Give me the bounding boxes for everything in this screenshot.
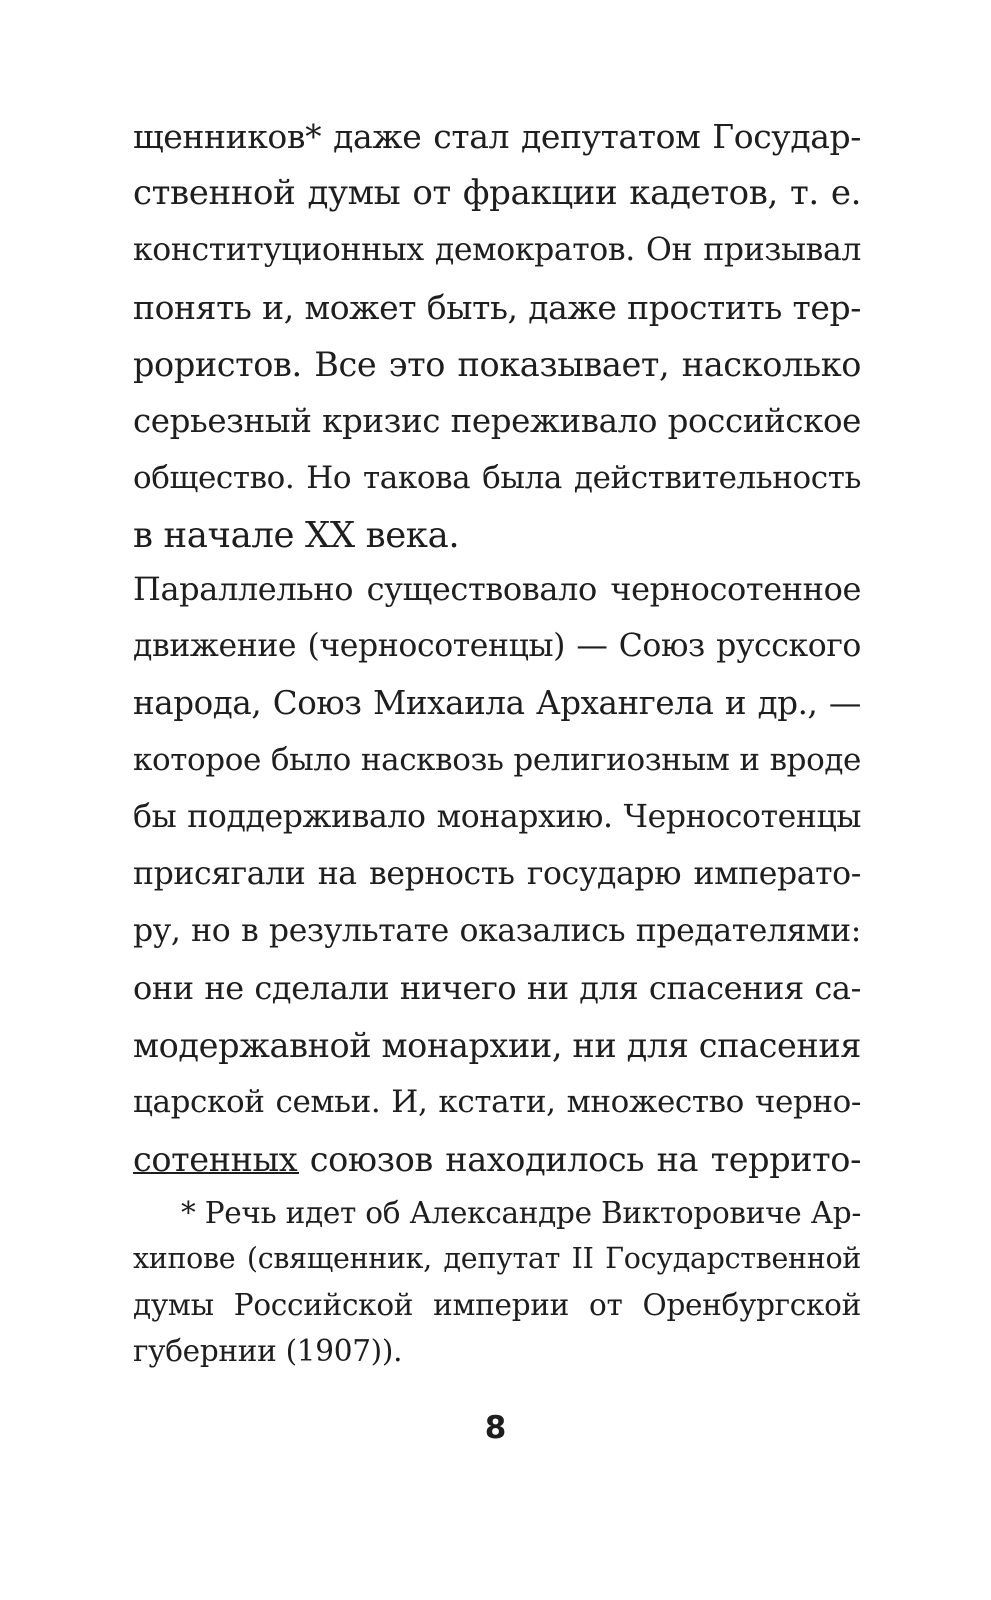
text-line: конституционных демократов. Он призывал (133, 232, 861, 268)
footnote-line: хипове (священник, депутат II Государственной (133, 1242, 861, 1275)
text-line: народа, Союз Михаила Архангела и др., — (133, 684, 861, 722)
text-line: рористов. Все это показывает, насколько (133, 345, 861, 384)
footnote-line: * Речь идет об Александре Викторовиче Ар- (181, 1196, 861, 1230)
footnote-divider (133, 1172, 299, 1174)
text-line: общество. Но такова была действительность (133, 460, 861, 496)
text-line: присягали на верность государю императо- (133, 856, 861, 892)
text-line: ственной думы от фракции кадетов, т. е. (133, 173, 861, 213)
footnote-line-last: губернии (1907)). (133, 1334, 403, 1368)
text-line: которое было насквозь религиозным и вроде (133, 742, 861, 778)
text-line: понять и, может быть, даже простить тер- (133, 288, 861, 327)
text-line: движение (черносотенцы) — Союз русского (133, 628, 861, 664)
text-line: ру, но в результате оказались предателями: (133, 913, 861, 949)
text-line: царской семьи. И, кстати, множество черно- (133, 1084, 861, 1120)
footnote-line: думы Российской империи от Оренбургской (133, 1288, 861, 1322)
text-line: Параллельно существовало черносотенное (133, 570, 861, 608)
text-line: бы поддерживало монархию. Черносотенцы (133, 799, 861, 835)
paragraph-2 (133, 561, 861, 1188)
paragraph-1 (133, 108, 861, 564)
page-number: 8 (484, 1410, 507, 1446)
text-line: щенников* даже стал депутатом Государ- (133, 117, 861, 156)
text-line: модержавной монархии, ни для спасения (133, 1026, 861, 1065)
footnote (133, 1190, 861, 1374)
text-line: серьезный кризис переживало российское (133, 402, 861, 440)
text-line: сотенных союзов находилось на террито- (133, 1140, 861, 1179)
text-line-last: в начале XX века. (133, 515, 460, 556)
text-line: они не сделали ничего ни для спасения са- (133, 969, 861, 1007)
